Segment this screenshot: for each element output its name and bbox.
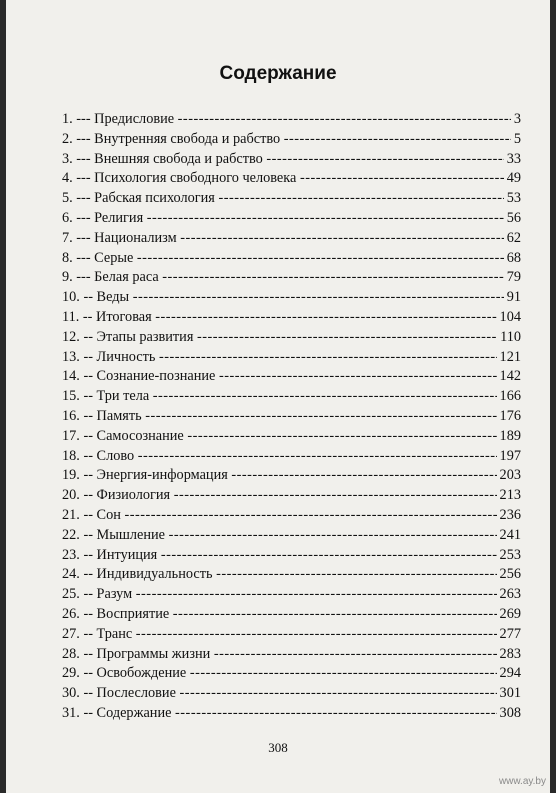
toc-entry-title: 19. -- Энергия-информация ----- [62, 466, 521, 486]
toc-entry [62, 664, 521, 684]
toc-entry-title: 18. -- Слово ----- [62, 447, 521, 467]
toc-entry-title: 15. -- Три тела ----- [62, 387, 521, 407]
toc-entry [62, 367, 521, 387]
toc-entry [62, 308, 521, 328]
toc-entry-title: 12. -- Этапы развития ----- [62, 328, 521, 348]
toc-entry-page: 241 [497, 526, 521, 546]
toc-entry [62, 565, 521, 585]
toc-entry-title: 29. -- Освобождение ----- [62, 664, 521, 684]
toc-entry-page: 203 [497, 466, 521, 486]
toc-entry-page: 56 [504, 209, 521, 229]
toc-entry-page: 308 [497, 704, 521, 724]
toc-entry-page: 236 [497, 506, 521, 526]
toc-entry-page: 213 [497, 486, 521, 506]
toc-entry-page: 33 [504, 150, 521, 170]
watermark: www.ay.by [498, 776, 546, 787]
toc-entry [62, 684, 521, 704]
toc-entry [62, 249, 521, 269]
toc-entry-title: 28. -- Программы жизни ----- [62, 645, 521, 665]
toc-entry [62, 169, 521, 189]
toc-entry-title: 2. --- Внутренняя свобода и рабство ----- [62, 130, 521, 150]
toc-entry [62, 605, 521, 625]
toc-entry [62, 209, 521, 229]
toc-entry-title: 3. --- Внешняя свобода и рабство ----- [62, 150, 521, 170]
toc-entry-page: 5 [511, 130, 521, 150]
toc-entry [62, 189, 521, 209]
toc-entry [62, 268, 521, 288]
toc-entry-title: 31. -- Содержание ----- [62, 704, 521, 724]
toc-entry-page: 121 [497, 348, 521, 368]
toc-entry-page: 110 [497, 328, 521, 348]
toc-entry-title: 8. --- Серые ----- [62, 249, 521, 269]
toc-entry [62, 704, 521, 724]
toc-entry-title: 25. -- Разум ----- [62, 585, 521, 605]
toc-entry-title: 26. -- Восприятие ----- [62, 605, 521, 625]
table-of-contents [62, 110, 521, 724]
toc-entry-page: 62 [504, 229, 521, 249]
toc-entry-page: 301 [497, 684, 521, 704]
toc-entry [62, 288, 521, 308]
toc-entry [62, 407, 521, 427]
toc-entry-title: 21. -- Сон ----- [62, 506, 521, 526]
toc-entry-title: 13. -- Личность ----- [62, 348, 521, 368]
toc-entry-title: 7. --- Национализм ----- [62, 229, 521, 249]
toc-entry-page: 104 [497, 308, 521, 328]
toc-entry-page: 256 [497, 565, 521, 585]
toc-entry-title: 6. --- Религия ----- [62, 209, 521, 229]
toc-entry [62, 328, 521, 348]
toc-entry-page: 3 [511, 110, 521, 130]
toc-entry-title: 4. --- Психология свободного человека ----- [62, 169, 521, 189]
toc-entry [62, 526, 521, 546]
toc-entry [62, 387, 521, 407]
toc-entry-title: 16. -- Память ----- [62, 407, 521, 427]
toc-entry [62, 150, 521, 170]
toc-entry-page: 253 [497, 546, 521, 566]
toc-entry-page: 294 [497, 664, 521, 684]
toc-entry-page: 176 [497, 407, 521, 427]
toc-entry-title: 23. -- Интуиция ----- [62, 546, 521, 566]
toc-entry-title: 27. -- Транс ----- [62, 625, 521, 645]
toc-entry-page: 91 [504, 288, 521, 308]
toc-entry-title: 30. -- Послесловие ----- [62, 684, 521, 704]
toc-entry-page: 142 [497, 367, 521, 387]
toc-entry [62, 130, 521, 150]
toc-entry-title: 17. -- Самосознание ----- [62, 427, 521, 447]
toc-entry-title: 5. --- Рабская психология ----- [62, 189, 521, 209]
toc-entry-title: 9. --- Белая раса ----- [62, 268, 521, 288]
toc-entry-page: 269 [497, 605, 521, 625]
toc-entry [62, 486, 521, 506]
toc-entry [62, 110, 521, 130]
toc-entry [62, 427, 521, 447]
toc-entry-page: 49 [504, 169, 521, 189]
toc-entry-page: 68 [504, 249, 521, 269]
toc-entry-page: 263 [497, 585, 521, 605]
toc-entry-page: 53 [504, 189, 521, 209]
toc-entry [62, 348, 521, 368]
toc-entry-title: 20. -- Физиология ----- [62, 486, 521, 506]
toc-entry [62, 585, 521, 605]
toc-entry-title: 24. -- Индивидуальность ----- [62, 565, 521, 585]
toc-entry-page: 189 [497, 427, 521, 447]
toc-entry [62, 506, 521, 526]
toc-entry-title: 14. -- Сознание-познание ----- [62, 367, 521, 387]
page-number: 308 [268, 740, 288, 755]
toc-entry-page: 277 [497, 625, 521, 645]
toc-entry-title: 11. -- Итоговая ----- [62, 308, 521, 328]
toc-entry [62, 447, 521, 467]
toc-entry-title: 22. -- Мышление ----- [62, 526, 521, 546]
toc-entry-page: 79 [504, 268, 521, 288]
toc-entry [62, 466, 521, 486]
toc-entry-page: 166 [497, 387, 521, 407]
toc-entry-title: 10. -- Веды ----- [62, 288, 521, 308]
toc-entry-title: 1. --- Предисловие ----- [62, 110, 521, 130]
toc-entry [62, 229, 521, 249]
page-title: Содержание [219, 63, 337, 84]
toc-entry [62, 546, 521, 566]
toc-entry [62, 625, 521, 645]
book-page [6, 0, 550, 793]
toc-entry-page: 283 [497, 645, 521, 665]
toc-entry [62, 645, 521, 665]
toc-entry-page: 197 [497, 447, 521, 467]
